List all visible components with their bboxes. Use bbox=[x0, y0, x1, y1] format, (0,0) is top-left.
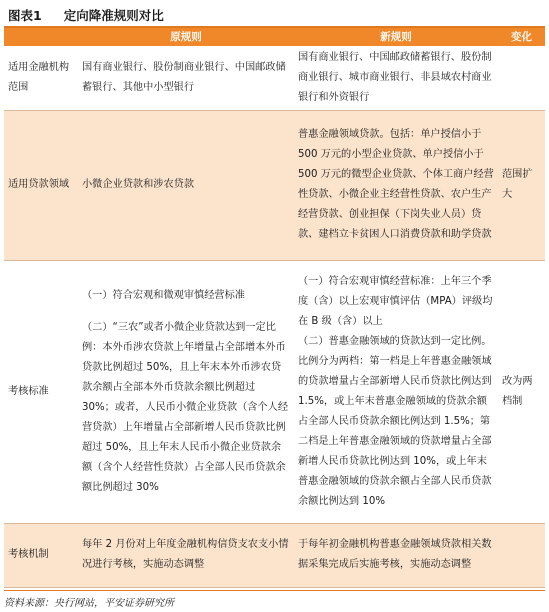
new-rule-item: （一）符合宏观审慎经营标准：上年三个季度（含）以上宏观审慎评估（MPA）评级均在 B 级（含）以上 bbox=[298, 275, 493, 327]
new-rule-item: （二）普惠金融领域的贷款达到一定比例。比例分为两档：第一档是上年普惠金融领域的贷款增量占全部新增人民币贷款比例达到 1.5%，或上年末普惠金融领域的贷款余额占全部人民币贷款余额比例达到 1.5%；第二档是上年普惠金融领域的贷款增量占全部新增人民币贷款比例达到 10%，或上年末普惠金融领域的贷款余额占全部人民币贷款余额比例达到 10% bbox=[298, 335, 492, 507]
rules-comparison-table bbox=[4, 28, 545, 588]
row-category: 适用贷款领域 bbox=[4, 110, 78, 260]
row-new-rule: 于每年初金融机构普惠金融领域贷款相关数据采集完成后实施考核，实施动态调整 bbox=[294, 523, 498, 587]
old-rule-item: （一）符合宏观和微观审慎经营标准 bbox=[82, 289, 245, 301]
row-change bbox=[498, 523, 545, 587]
row-category: 考核标准 bbox=[4, 260, 78, 523]
old-rule-item: （二）“三农”或者小微企业贷款达到一定比例：本外币涉农贷款上年增量占全部增本外币贷款比例超过 50%，且上年末本外币涉农贷款余额占全部本外币贷款余额比例超过 30%；或者，人民币小微企业贷款（含个人经营贷款）上年增量占全部新增人民币贷款比例超过 50%，且上年末人民币小微企业贷款余额（含个人经营性贷款）占全部人民币贷款余额比例超过 30% bbox=[82, 321, 289, 493]
row-old-rule: 小微企业贷款和涉农贷款 bbox=[78, 110, 294, 260]
row-category: 考核机制 bbox=[4, 523, 78, 587]
table-row bbox=[4, 523, 545, 587]
row-change: 范围扩大 bbox=[498, 110, 545, 260]
row-old-rule: 每年 2 月份对上年度金融机构信贷支农支小情况进行考核，实施动态调整 bbox=[78, 523, 294, 587]
row-category: 适用金融机构范围 bbox=[4, 46, 78, 110]
row-new-rule: 国有商业银行、中国邮政储蓄银行、股份制商业银行、城市商业银行、非县域农村商业银行和外资银行 bbox=[294, 46, 498, 110]
header-new-rules: 新规则 bbox=[294, 28, 498, 46]
header-category bbox=[4, 28, 78, 46]
row-old-rule: 国有商业银行、股份制商业银行、中国邮政储蓄银行、其他中小型银行 bbox=[78, 46, 294, 110]
row-new-rule: 普惠金融领域贷款。包括：单户授信小于500 万元的小型企业贷款、单户授信小于500 万元的微型企业贷款、个体工商户经营性贷款、小微企业主经营性贷款、农户生产经营贷款、创业担保（下岗失业人员）贷款、建档立卡贫困人口消费贷款和助学贷款 bbox=[294, 110, 498, 260]
table-number: 图表1 bbox=[8, 8, 42, 23]
row-change: 改为两档制 bbox=[498, 260, 545, 523]
row-new-rule bbox=[294, 260, 498, 523]
source-note: 资料来源：央行网站，平安证券研究所 bbox=[4, 590, 545, 609]
table-row bbox=[4, 260, 545, 523]
row-change bbox=[498, 46, 545, 110]
header-change: 变化 bbox=[498, 28, 545, 46]
row-old-rule bbox=[78, 260, 294, 523]
header-old-rules: 原规则 bbox=[78, 28, 294, 46]
table-title-bar bbox=[4, 4, 545, 28]
table-row bbox=[4, 46, 545, 110]
table-row bbox=[4, 110, 545, 260]
header-row bbox=[4, 28, 545, 46]
table-title: 定向降准规则对比 bbox=[63, 8, 164, 23]
